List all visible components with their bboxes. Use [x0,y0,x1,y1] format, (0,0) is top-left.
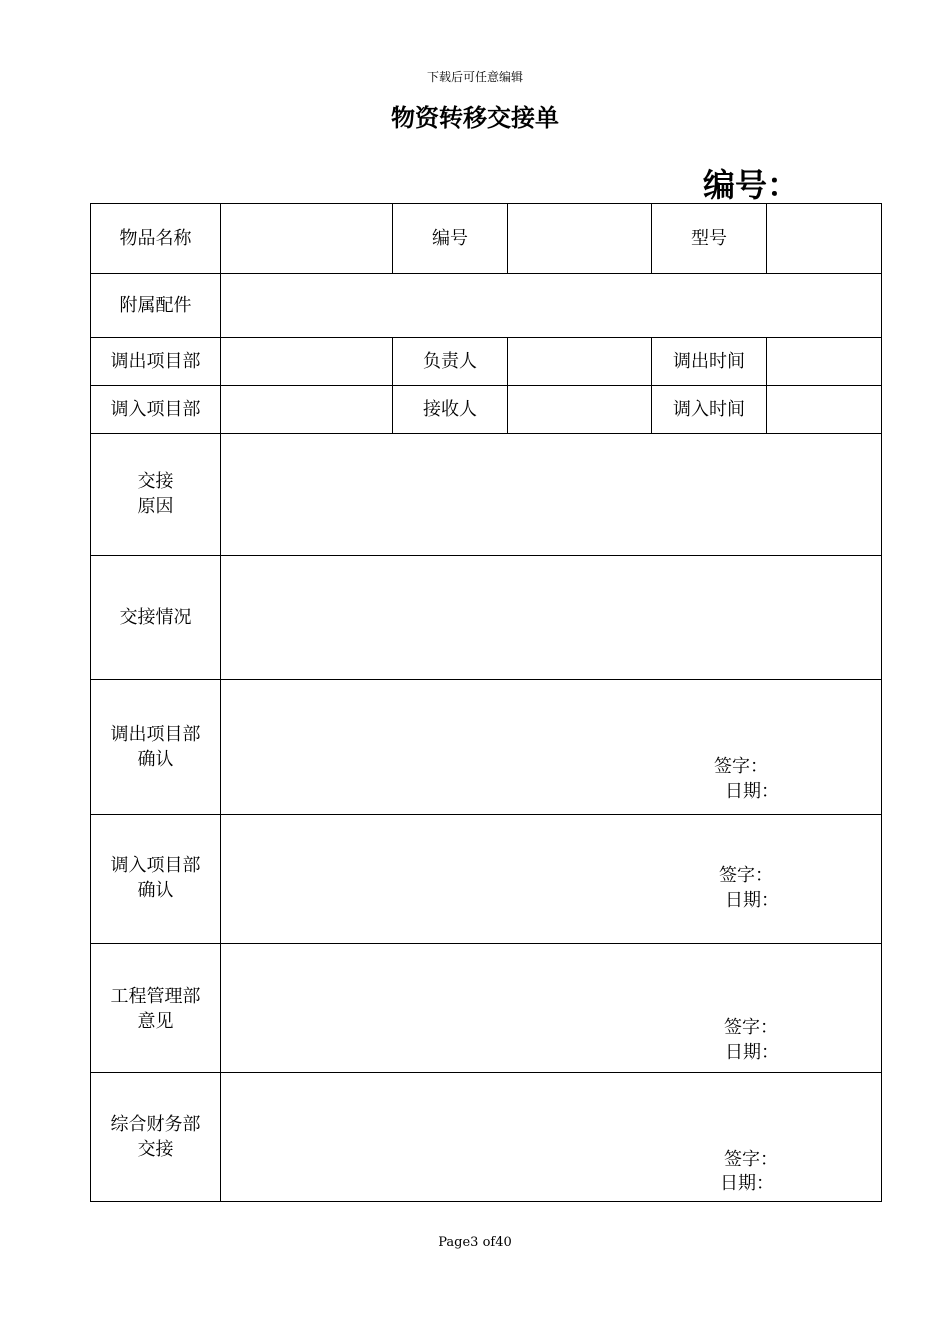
date-label: 日期： [725,890,779,911]
number-label: 编号 [393,204,508,274]
page-footer: Page3 of40 [438,1235,512,1250]
in-confirm-label [91,815,221,944]
date-label: 日期： [725,781,779,802]
in-confirm-label-line1: 调入项目部 [110,855,201,876]
date-label: 日期： [725,1042,779,1063]
in-time-label: 调入时间 [652,386,767,434]
table-row [91,1073,882,1202]
date-label: 日期： [720,1173,774,1194]
table-row [91,680,882,815]
in-dept-field[interactable] [221,386,393,434]
signature-label: 签字： [714,756,768,777]
table-row [91,274,882,338]
finance-field[interactable] [221,1073,882,1202]
out-confirm-label-line1: 调出项目部 [110,724,201,745]
receiver-label: 接收人 [393,386,508,434]
person-in-charge-label: 负责人 [393,338,508,386]
signature-label: 签字： [724,1149,778,1170]
out-time-field[interactable] [767,338,882,386]
situation-field[interactable] [221,556,882,680]
out-time-label: 调出时间 [652,338,767,386]
header-note: 下载后可任意编辑 [426,70,523,84]
table-row [91,338,882,386]
document-title: 物资转移交接单 [391,104,559,132]
reason-field[interactable] [221,434,882,556]
engineering-label-line2: 意见 [137,1011,174,1032]
person-in-charge-field[interactable] [508,338,652,386]
item-name-field[interactable] [221,204,393,274]
accessories-label: 附属配件 [91,274,221,338]
receiver-field[interactable] [508,386,652,434]
out-dept-field[interactable] [221,338,393,386]
finance-label-line1: 综合财务部 [110,1114,201,1135]
document-number-label: 编号： [703,166,800,204]
out-confirm-label-line2: 确认 [137,749,174,770]
table-row [91,386,882,434]
model-label: 型号 [652,204,767,274]
model-field[interactable] [767,204,882,274]
in-confirm-label-line2: 确认 [137,880,174,901]
out-confirm-field[interactable] [221,680,882,815]
accessories-field[interactable] [221,274,882,338]
situation-label: 交接情况 [91,556,221,680]
reason-label-line2: 原因 [137,496,174,517]
out-dept-label: 调出项目部 [91,338,221,386]
reason-label-line1: 交接 [137,471,174,492]
signature-label: 签字： [719,865,773,886]
table-row [91,815,882,944]
engineering-label [91,944,221,1073]
out-confirm-label [91,680,221,815]
engineering-label-line1: 工程管理部 [110,986,201,1007]
table-row [91,556,882,680]
in-dept-label: 调入项目部 [91,386,221,434]
finance-label-line2: 交接 [137,1139,174,1160]
table-row [91,204,882,274]
engineering-field[interactable] [221,944,882,1073]
number-field[interactable] [508,204,652,274]
reason-label [91,434,221,556]
signature-label: 签字： [724,1017,778,1038]
table-row [91,944,882,1073]
finance-label [91,1073,221,1202]
transfer-form-table [90,203,882,1202]
table-row [91,434,882,556]
in-time-field[interactable] [767,386,882,434]
item-name-label: 物品名称 [91,204,221,274]
in-confirm-field[interactable] [221,815,882,944]
